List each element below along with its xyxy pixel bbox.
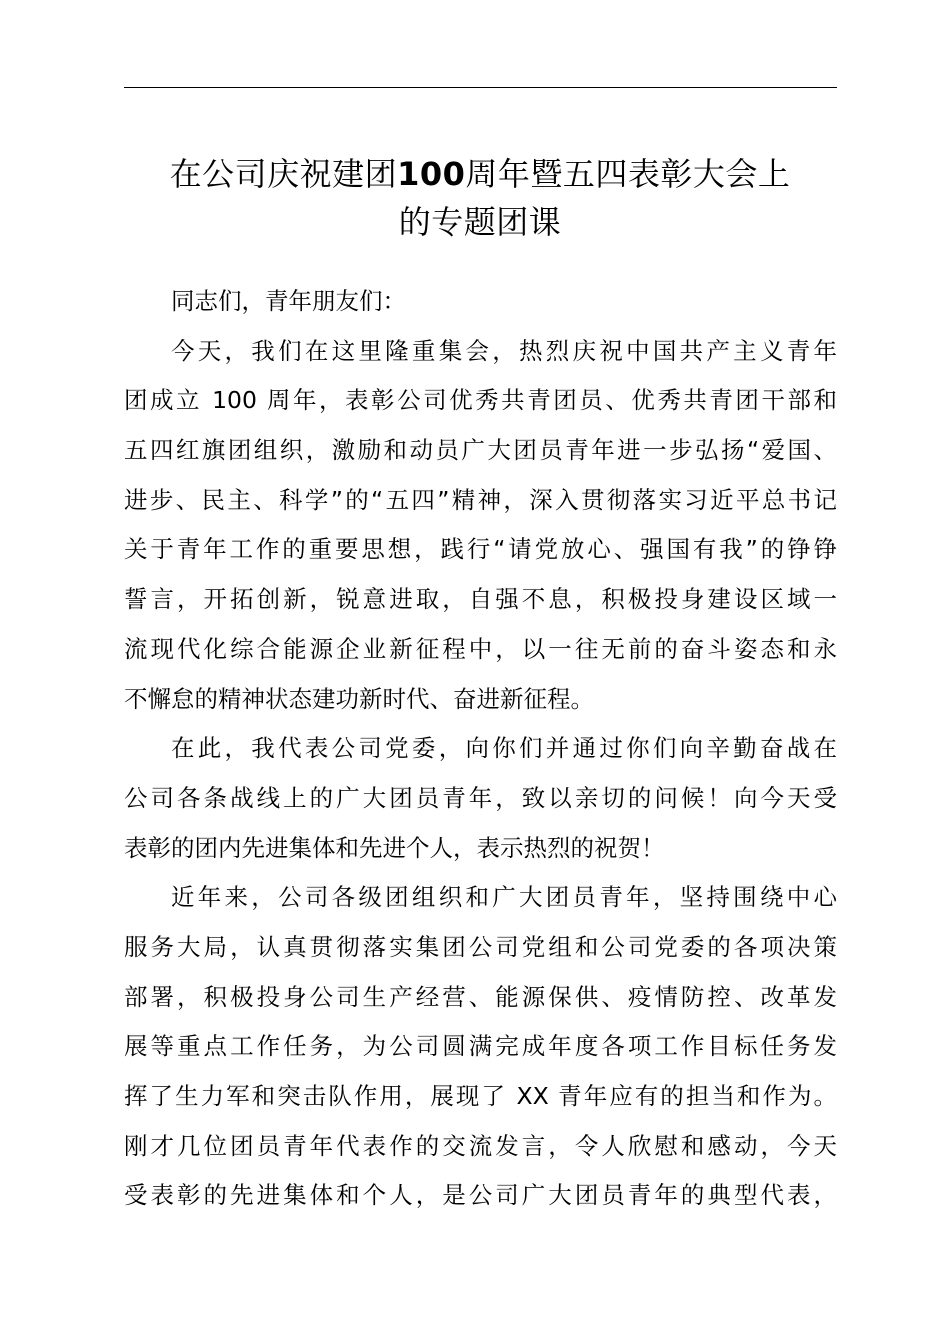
text-line: 进步、民主、科学”的“五四”精神，深入贯彻落实习近平总书记	[124, 485, 837, 514]
text-line: 流现代化综合能源企业新征程中，以一往无前的奋斗姿态和永	[124, 634, 837, 663]
text-line: 团成立 100 周年，表彰公司优秀共青团员、优秀共青团干部和	[124, 386, 837, 415]
text-line: 部署，积极投身公司生产经营、能源保供、疫情防控、改革发	[124, 982, 837, 1011]
text-line: 近年来，公司各级团组织和广大团员青年，坚持围绕中心	[171, 883, 837, 912]
text-line: 今天，我们在这里隆重集会，热烈庆祝中国共产主义青年	[171, 336, 837, 365]
title-line-1: 在公司庆祝建团100周年暨五四表彰大会上	[169, 155, 791, 193]
body-text	[124, 277, 837, 1221]
text-line: 公司各条战线上的广大团员青年，致以亲切的问候！向今天受	[124, 783, 837, 812]
text-line: 在此，我代表公司党委，向你们并通过你们向辛勤奋战在	[171, 734, 837, 763]
text-line: 服务大局，认真贯彻落实集团公司党组和公司党委的各项决策	[124, 932, 837, 961]
title-number: 100	[397, 155, 466, 193]
text-line: 誓言，开拓创新，锐意进取，自强不息，积极投身建设区域一	[124, 585, 837, 614]
header-rule	[124, 87, 837, 88]
text-line: 表彰的团内先进集体和先进个人，表示热烈的祝贺！	[124, 833, 665, 862]
text-line: 挥了生力军和突击队作用，展现了 XX 青年应有的担当和作为。	[124, 1082, 837, 1110]
text-line: 刚才几位团员青年代表作的交流发言，令人欣慰和感动，今天	[124, 1131, 837, 1160]
document-title	[110, 150, 850, 246]
text-line: 不懈怠的精神状态建功新时代、奋进新征程。	[124, 684, 594, 713]
text-line: 受表彰的先进集体和个人，是公司广大团员青年的典型代表，	[124, 1181, 837, 1210]
salutation: 同志们，青年朋友们：	[171, 287, 406, 315]
text-line: 关于青年工作的重要思想，践行“请党放心、强国有我”的铮铮	[124, 535, 837, 564]
title-line-2: 的专题团课	[398, 203, 562, 241]
text-line: 五四红旗团组织，激励和动员广大团员青年进一步弘扬“爱国、	[124, 436, 837, 465]
text-line: 展等重点工作任务，为公司圆满完成年度各项工作目标任务发	[124, 1032, 837, 1061]
